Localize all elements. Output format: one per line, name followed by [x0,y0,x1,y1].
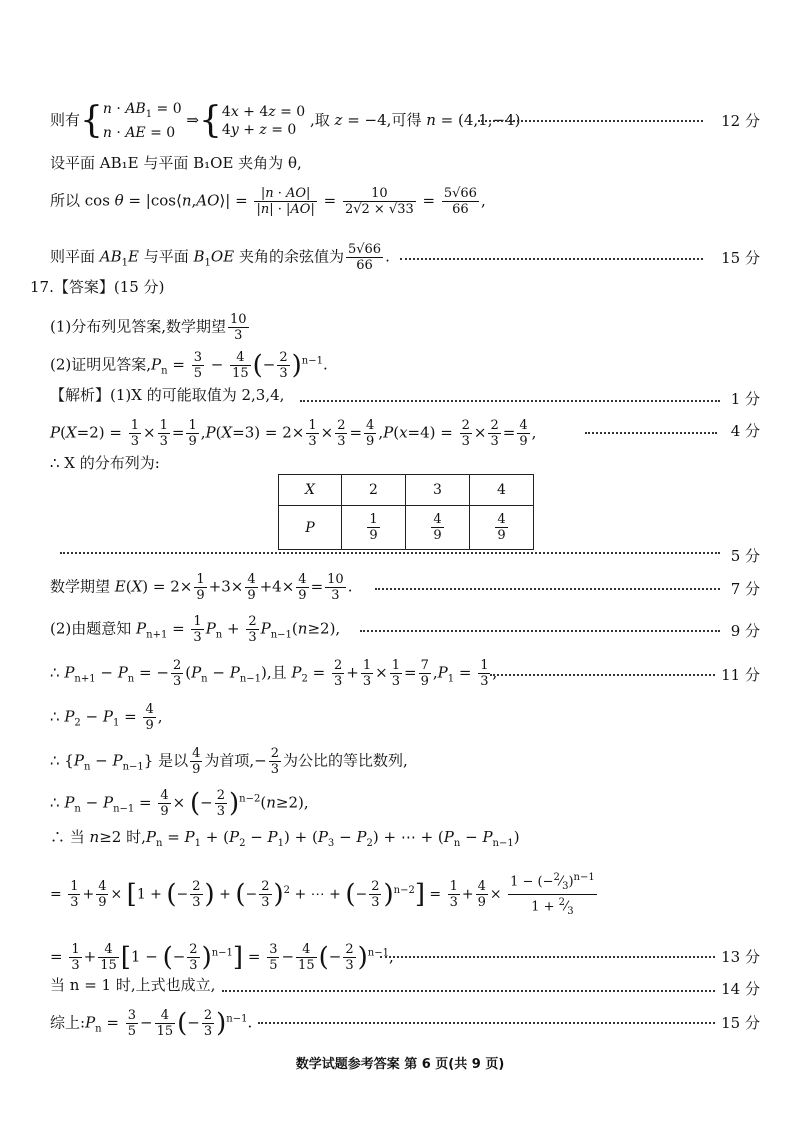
line-10: ∴ X 的分布列为: [50,454,160,472]
score-4: 4 分 [730,422,760,440]
table-cell: 4 [470,475,534,506]
line-20: 当 n = 1 时,上式也成立, [50,976,216,994]
line-7: (2)证明见答案$,P_n$ = $\frac{3}{5}$ − $\frac{4}{15}$ (− $\frac{2}{3}$ )$^{n-1}$. [50,350,328,381]
table-cell: 2 [342,475,406,506]
table-row [279,506,534,550]
score-9: 9 分 [730,622,760,640]
page-footer: 数学试题参考答案 第 6 页(共 9 页) [295,1057,505,1072]
line-11: 数学期望 E(X) = 2× $\frac{1}{9}$ +3× $\frac{4}{9}$ +4× $\frac{4}{9}$ = $\frac{10}{3}$ . [50,572,353,603]
line-1: 则有{$n \cdot AB_1 = 0$ n · AE = 0 ⇒{4x + 4z = 0 4y + z = 0 ,取 z = −4,可得 n = (4,1,−4) [50,99,521,141]
table-cell: P [279,506,342,550]
table-cell: $\frac{4}{9}$ [406,506,470,550]
table-row [279,475,534,506]
table-cell: $\frac{1}{9}$ [342,506,406,550]
line-16: ∴ $P_n - P_{n-1}$ = $\frac{4}{9}$ × (− $\frac{2}{3}$ )$^{n-2}$(n≥2), [50,788,309,819]
score-15b: 15 分 [721,1014,760,1032]
score-11: 11 分 [721,666,760,684]
score-12: 12 分 [721,112,760,130]
line-21: 综上$:P_n$ = $\frac{3}{5}$ − $\frac{4}{15}$ (− $\frac{2}{3}$ )$^{n-1}$. [50,1008,253,1039]
line-8: 【解析】(1)X 的可能取值为 2,3,4, [50,386,285,404]
line-6: (1)分布列见答案,数学期望 $\frac{10}{3}$ [50,312,247,343]
line-19: = $\frac{1}{3}$ + $\frac{4}{15}$ [1 − (− $\frac{2}{3}$ )$^{n-1}$] = $\frac{3}{5}$ − $\frac{4}{15}$ (− $\frac{2}{3}$ )$^{n-1}$, [50,942,394,973]
table-cell: $\frac{4}{9}$ [470,506,534,550]
score-13: 13 分 [721,948,760,966]
line-5: 17.【答案】(15 分) [30,278,165,296]
score-15a: 15 分 [721,249,760,267]
line-15: ∴ $\{P_n - P_{n-1}\}$ 是以 $\frac{4}{9}$ 为首项,− $\frac{2}{3}$ 为公比的等比数列, [50,746,408,777]
score-14: 14 分 [721,980,760,998]
line-17: ∴ 当 n≥2 时$,P_n = P_1 + (P_2 - P_1) + (P_3 - P_2)$ + ⋯ + $(P_n - P_{n-1})$ [50,828,520,849]
score-1: 1 分 [730,390,760,408]
table-cell: X [279,475,342,506]
line-18: = $\frac{1}{3}$ + $\frac{4}{9}$ × [1 + (− $\frac{2}{3}$ ) + (− $\frac{2}{3}$ )$^2$ + ⋯ + (− $\frac{2}{3}$ )$^{n-2}$] = $\frac{1}{3}$ + $\frac{4}{9}$ × $\frac{1 - (-^2⁄_3)^{n-1}}{1 + ^2⁄_3}$ [50,872,595,917]
line-4: 则平面 $AB_1E$ 与平面 $B_1OE$ 夹角的余弦值为 $\frac{5√66}{66}$ . [50,242,390,273]
line-13: ∴ $P_{n+1} - P_n$ = − $\frac{2}{3}$ $(P_n - P_{n-1})$,且 $P_2$ = $\frac{2}{3}$ + $\frac{1}{3}$ × $\frac{1}{3}$ = $\frac{7}{9}$ $,P_1$ = $\frac{1}{3}$ , [50,658,498,689]
table-cell: 3 [406,475,470,506]
distribution-table [278,474,534,550]
line-2: 设平面 AB₁E 与平面 B₁OE 夹角为 θ, [50,154,302,172]
score-5: 5 分 [730,547,760,565]
line-3: 所以 cos θ = |cos⟨n,AO⟩| = $\frac{|n \cdot AO|}{|n| \cdot |AO|}$ = $\frac{10}{2√2 \times √33}$ = $\frac{5√66}{66}$ , [50,186,486,217]
line-9: P(X=2) = $\frac{1}{3}$ × $\frac{1}{3}$ = $\frac{1}{9}$ ,P(X=3) = 2× $\frac{1}{3}$ × $\frac{2}{3}$ = $\frac{4}{9}$ ,P(x=4) = $\frac{2}{3}$ × $\frac{2}{3}$ = $\frac{4}{9}$ , [50,418,537,449]
line-12: (2)由题意知 $P_{n+1}$ = $\frac{1}{3}$ $P_n$ + $\frac{2}{3}$ $P_{n-1}(n\ge 2)$, [50,614,341,645]
score-7: 7 分 [730,580,760,598]
line-14: ∴ $P_2 - P_1$ = $\frac{4}{9}$ , [50,702,163,733]
